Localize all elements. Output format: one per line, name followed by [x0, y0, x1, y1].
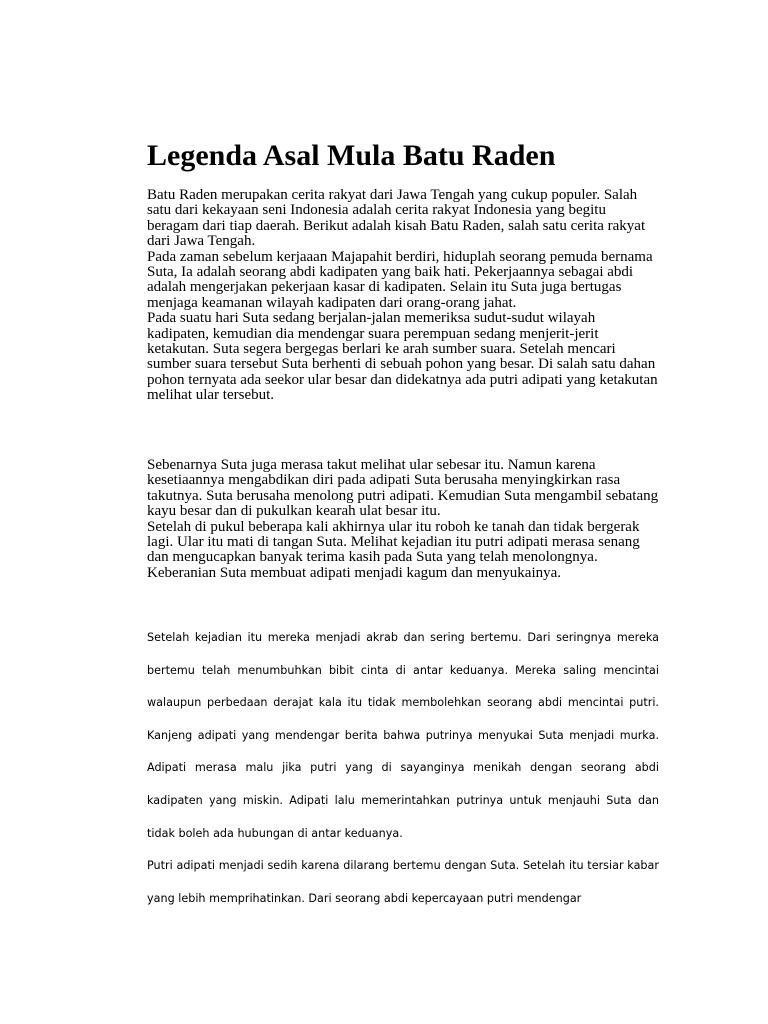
paragraph: Pada suatu hari Suta sedang berjalan-jalan memeriksa sudut-sudut wilayah kadipaten, kemudian dia mendengar suara perempuan sedang menjerit-jerit ketakutan. Suta segera bergegas berlari ke arah sumber suara. Setelah mencari sumber suara tersebut Suta berhenti di sebuah pohon yang besar. Di salah satu dahan pohon ternyata ada seekor ular besar dan didekatnya ada putri adipati yang ketakutan melihat ular tersebut.: [147, 310, 658, 404]
paragraph: Putri adipati menjadi sedih karena dilarang bertemu dengan Suta. Setelah itu tersiar kabar yang lebih memprihatinkan. Dari seorang abdi kepercayaan putri mendengar: [147, 859, 659, 905]
story-section-3: [147, 622, 659, 915]
story-section-1: [147, 188, 659, 404]
paragraph: Pada zaman sebelum kerjaaan Majapahit berdiri, hiduplah seorang pemuda bernama Suta, Ia adalah seorang abdi kadipaten yang baik hati. Pekerjaannya sebagai abdi adalah mengerjakan pekerjaan kasar di kadipaten. Selain itu Suta juga bertugas menjaga keamanan wilayah kadipaten dari orang-orang jahat.: [147, 248, 653, 311]
paragraph: Setelah kejadian itu mereka menjadi akrab dan sering bertemu. Dari seringnya mereka bertemu telah menumbuhkan bibit cinta di antar keduanya. Mereka saling mencintai walaupun perbedaan derajat kala itu tidak membolehkan seorang abdi mencintai putri. Kanjeng adipati yang mendengar berita bahwa putrinya menyukai Suta menjadi murka. Adipati merasa malu jika putri yang di sayanginya menikah dengan seorang abdi kadipaten yang miskin. Adipati lalu memerintahkan putrinya untuk menjauhi Suta dan tidak boleh ada hubungan di antar keduanya.: [147, 631, 659, 840]
paragraph: Setelah di pukul beberapa kali akhirnya ular itu roboh ke tanah dan tidak bergerak lagi. Ular itu mati di tangan Suta. Melihat kejadian itu putri adipati merasa senang dan mengucapkan banyak terima kasih pada Suta yang telah menolongnya. Keberanian Suta membuat adipati menjadi kagum dan menyukainya.: [147, 518, 640, 581]
paragraph: Batu Raden merupakan cerita rakyat dari Jawa Tengah yang cukup populer. Salah satu dari kekayaan seni Indonesia adalah cerita rakyat Indonesia yang begitu beragam dari tiap daerah. Berikut adalah kisah Batu Raden, salah satu cerita rakyat dari Jawa Tengah.: [147, 187, 646, 250]
story-section-2: [147, 458, 659, 581]
paragraph: Sebenarnya Suta juga merasa takut melihat ular sebesar itu. Namun karena kesetiaannya mengabdikan diri pada adipati Suta berusaha menyingkirkan rasa takutnya. Suta berusaha menolong putri adipati. Kemudian Suta mengambil sebatang kayu besar dan di pukulkan kearah ulat besar itu.: [147, 457, 659, 520]
document-title: Legenda Asal Mula Batu Raden: [147, 139, 556, 172]
